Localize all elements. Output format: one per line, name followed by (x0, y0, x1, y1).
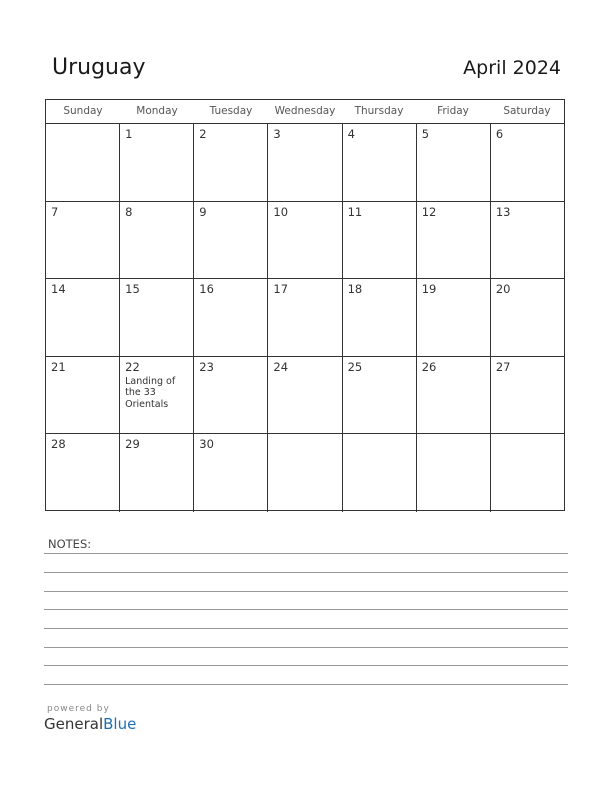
day-cell (46, 124, 120, 201)
day-number: 15 (125, 282, 140, 297)
week-row-4 (46, 357, 564, 435)
day-cell (343, 279, 417, 356)
day-cell (194, 202, 268, 279)
day-number: 1 (125, 127, 133, 141)
day-cell (268, 434, 342, 512)
day-number: 13 (495, 204, 511, 219)
calendar-grid (45, 99, 565, 511)
note-line (44, 572, 568, 573)
day-cell (120, 434, 194, 512)
day-number: 12 (421, 204, 437, 219)
day-number: 25 (347, 359, 363, 374)
note-line (44, 684, 568, 685)
brand-name (44, 715, 136, 733)
day-cell (46, 202, 120, 279)
day-number: 28 (51, 437, 66, 452)
day-number: 7 (51, 204, 59, 219)
day-number: 19 (421, 282, 437, 297)
day-number: 29 (125, 437, 140, 452)
day-number: 17 (273, 282, 289, 297)
day-number: 27 (495, 359, 511, 374)
day-number: 26 (421, 359, 437, 374)
weekday-thursday: Thursday (354, 105, 404, 117)
week-row-3 (46, 279, 564, 357)
weekday-tuesday: Tuesday (209, 105, 253, 117)
day-cell (343, 202, 417, 279)
day-cell (491, 124, 564, 201)
day-number: 11 (347, 204, 363, 219)
day-number: 6 (495, 127, 504, 141)
weekday-wednesday: Wednesday (274, 105, 336, 117)
day-cell (120, 357, 194, 434)
note-line (44, 665, 568, 666)
week-row-1 (46, 124, 564, 202)
day-cell (417, 202, 491, 279)
notes-label: NOTES: (48, 537, 92, 551)
note-line (44, 628, 568, 629)
day-cell (417, 279, 491, 356)
day-number: 22 (125, 359, 140, 374)
day-cell (194, 124, 268, 201)
powered-by-text: powered by (47, 704, 110, 714)
day-cell (491, 202, 564, 279)
day-number: 18 (347, 282, 363, 297)
day-cell (46, 279, 120, 356)
day-number: 3 (273, 127, 281, 141)
day-cell (46, 434, 120, 512)
weekday-friday: Friday (437, 105, 469, 117)
day-number: 23 (199, 359, 214, 374)
day-cell (268, 124, 342, 201)
day-number: 2 (199, 127, 207, 141)
day-cell (491, 279, 564, 356)
day-cell (194, 279, 268, 356)
day-cell (194, 357, 268, 434)
country-title: Uruguay (52, 55, 146, 80)
holiday-label: Landing of the 33 Orientals (125, 375, 176, 410)
day-number: 21 (51, 359, 66, 374)
day-cell (268, 202, 342, 279)
week-row-5 (46, 434, 564, 512)
day-number: 8 (125, 204, 133, 219)
day-number: 20 (495, 282, 511, 297)
day-number: 24 (273, 359, 289, 374)
day-cell (417, 357, 491, 434)
day-cell (491, 357, 564, 434)
day-cell (491, 434, 564, 512)
weekday-sunday: Sunday (63, 105, 103, 117)
day-cell (343, 434, 417, 512)
week-row-2 (46, 202, 564, 280)
brand-logo (44, 704, 136, 733)
day-number: 14 (51, 282, 66, 297)
note-line (44, 647, 568, 648)
day-number: 10 (273, 204, 289, 219)
day-number: 4 (347, 127, 355, 141)
day-cell (120, 124, 194, 201)
weekday-header-row (46, 100, 564, 124)
weekday-saturday: Saturday (503, 105, 551, 117)
month-year-title: April 2024 (463, 57, 561, 79)
note-line (44, 591, 568, 592)
brand-general: General (44, 715, 104, 733)
day-cell (343, 124, 417, 201)
weekday-monday: Monday (136, 105, 178, 117)
brand-blue: Blue (103, 715, 137, 733)
day-cell (268, 279, 342, 356)
day-number: 5 (421, 127, 430, 141)
day-cell (120, 202, 194, 279)
note-line (44, 553, 568, 554)
day-cell (194, 434, 268, 512)
note-line (44, 609, 568, 610)
day-cell (417, 124, 491, 201)
day-cell (417, 434, 491, 512)
day-cell (46, 357, 120, 434)
day-number: 9 (199, 204, 207, 219)
day-number: 30 (199, 437, 214, 452)
day-cell (268, 357, 342, 434)
day-cell (343, 357, 417, 434)
day-number: 16 (199, 282, 214, 297)
day-cell (120, 279, 194, 356)
